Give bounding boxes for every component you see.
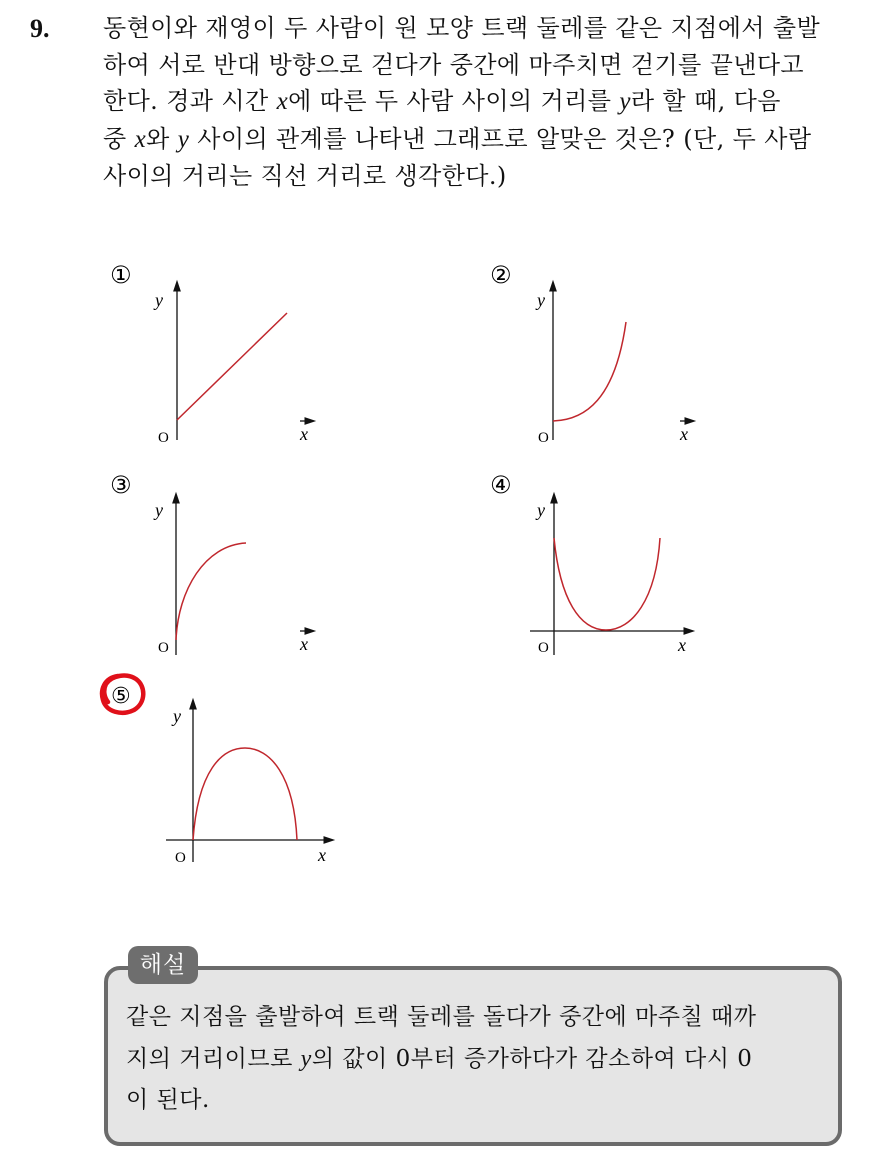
- question-line-1: 동현이와 재영이 두 사람이 원 모양 트랙 둘레를 같은 지점에서 출발: [103, 14, 821, 42]
- choice-4[interactable]: [490, 471, 690, 656]
- x-axis-label: x: [300, 634, 308, 654]
- question-number: 9.: [30, 14, 50, 43]
- graph-curve: [553, 322, 626, 421]
- explanation-line-2: 지의 거리이므로 y의 값이 0부터 증가하다가 감소하여 다시 0: [126, 1045, 753, 1072]
- variable-x: x: [134, 125, 147, 153]
- y-axis-label: y: [173, 706, 181, 726]
- question-line-3: 한다. 경과 시간 x에 따른 두 사람 사이의 거리를 y라 할 때, 다음: [103, 87, 781, 115]
- y-axis-label: y: [537, 500, 545, 520]
- graph-curve: [177, 313, 287, 420]
- origin-label: O: [538, 640, 549, 656]
- choice-marker: ③: [110, 471, 132, 499]
- graph-curve: [176, 543, 246, 640]
- graph-curve: [193, 748, 297, 840]
- origin-label: O: [538, 430, 549, 446]
- choice-marker: ②: [490, 261, 512, 289]
- variable-y: y: [300, 1045, 312, 1072]
- choice-marker: ⑤: [111, 684, 131, 709]
- choice-3[interactable]: [110, 471, 311, 656]
- choice-marker: ④: [490, 471, 512, 499]
- explanation-line-3: 이 된다.: [126, 1087, 210, 1113]
- question-line-5: 사이의 거리는 직선 거리로 생각한다.): [103, 162, 507, 190]
- graph-curve: [554, 538, 660, 630]
- x-axis-label: x: [678, 635, 686, 655]
- choice-marker: ①: [110, 261, 132, 289]
- choice-1[interactable]: [110, 261, 311, 446]
- variable-y: y: [177, 125, 190, 153]
- origin-label: O: [175, 850, 186, 866]
- origin-label: O: [158, 640, 169, 656]
- y-axis-label: y: [155, 290, 163, 310]
- variable-y: y: [619, 88, 631, 115]
- y-axis-label: y: [155, 500, 163, 520]
- explanation-line-1: 같은 지점을 출발하여 트랙 둘레를 돌다가 중간에 마주칠 때까: [126, 1004, 757, 1030]
- question-line-4: 중 x와 y 사이의 관계를 나타낸 그래프로 알맞은 것은? (단, 두 사람: [103, 124, 812, 153]
- choice-5[interactable]: [102, 676, 330, 866]
- explanation-tab-label: 해설: [128, 946, 198, 984]
- origin-label: O: [158, 430, 169, 446]
- question-line-2: 하여 서로 반대 방향으로 걷다가 중간에 마주치면 걷기를 끝낸다고: [103, 50, 804, 79]
- x-axis-label: x: [300, 424, 308, 444]
- explanation-text: [126, 997, 826, 1122]
- choice-2[interactable]: [490, 261, 691, 446]
- x-axis-label: x: [318, 845, 326, 865]
- y-axis-label: y: [537, 290, 545, 310]
- variable-x: x: [276, 88, 289, 115]
- x-axis-label: x: [680, 424, 688, 444]
